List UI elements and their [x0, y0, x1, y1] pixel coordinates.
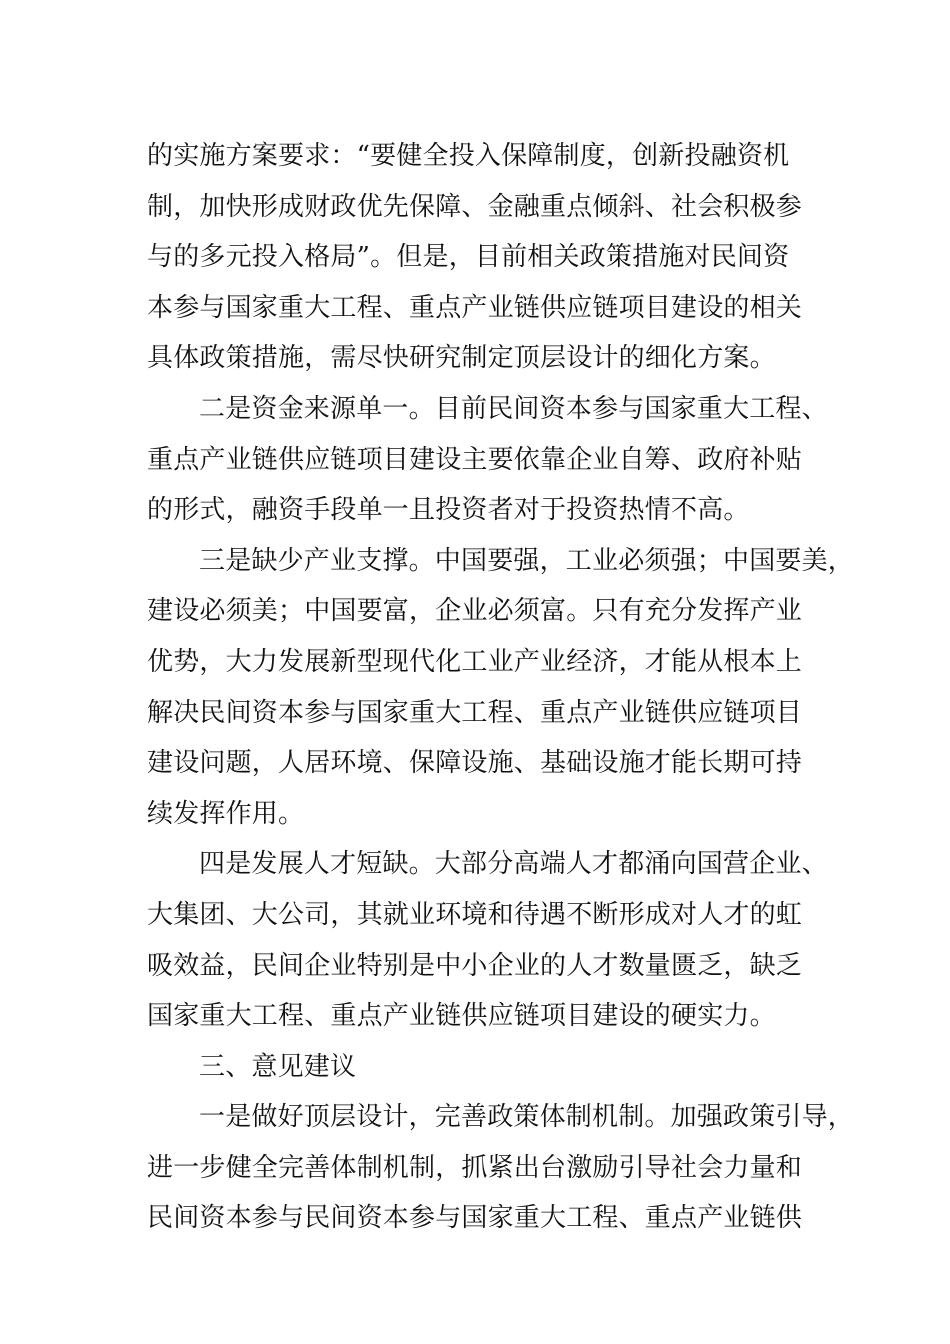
text-line: 的形式，融资手段单一且投资者对于投资热情不高。	[147, 495, 750, 526]
text-line: 本参与国家重大工程、重点产业链供应链项目建设的相关	[147, 292, 803, 323]
text-line: 优势，大力发展新型现代化工业产业经济，才能从根本上	[147, 646, 803, 677]
text-line: 民间资本参与民间资本参与国家重大工程、重点产业链供	[147, 1203, 803, 1234]
text-line: 建设问题，人居环境、保障设施、基础设施才能长期可持	[147, 748, 803, 779]
text-line: 续发挥作用。	[147, 798, 305, 829]
text-line: 四是发展人才短缺。大部分高端人才都涌向国营企业、	[199, 849, 828, 880]
text-line: 二是资金来源单一。目前民间资本参与国家重大工程、	[199, 393, 828, 424]
text-line: 重点产业链供应链项目建设主要依靠企业自筹、政府补贴	[147, 444, 803, 475]
paragraph-industry-support	[147, 536, 855, 840]
text-line: 的实施方案要求：“要健全投入保障制度，创新投融资机	[147, 141, 790, 171]
text-line: 一是做好顶层设计，完善政策体制机制。加强政策引导，	[199, 1102, 855, 1133]
paragraph-talent-shortage	[147, 839, 828, 1041]
text-line: 三是缺少产业支撑。中国要强，工业必须强；中国要美，	[199, 545, 855, 576]
text-line: 制，加快形成财政优先保障、金融重点倾斜、社会积极参	[147, 191, 803, 222]
text-line: 吸效益，民间企业特别是中小企业的人才数量匮乏，缺乏	[147, 950, 803, 981]
paragraph-funding-source	[147, 384, 828, 536]
text-line: 解决民间资本参与国家重大工程、重点产业链供应链项目	[147, 697, 803, 728]
text-line: 与的多元投入格局”。但是，目前相关政策措施对民间资	[147, 242, 790, 273]
text-line: 进一步健全完善体制机制，抓紧出台激励引导社会力量和	[147, 1152, 803, 1183]
text-line: 国家重大工程、重点产业链供应链项目建设的硬实力。	[147, 1001, 776, 1032]
paragraph-top-level-design	[147, 1092, 855, 1244]
section-heading-recommendations	[147, 1042, 807, 1093]
text-line: 具体政策措施，需尽快研究制定顶层设计的细化方案。	[147, 343, 776, 374]
text-line: 大集团、大公司，其就业环境和待遇不断形成对人才的虹	[147, 899, 803, 930]
text-line: 建设必须美；中国要富，企业必须富。只有充分发挥产业	[147, 596, 803, 627]
paragraph-policy-continuation	[147, 131, 807, 384]
section-heading: 三、意见建议	[199, 1051, 357, 1082]
document-body	[147, 131, 855, 1244]
